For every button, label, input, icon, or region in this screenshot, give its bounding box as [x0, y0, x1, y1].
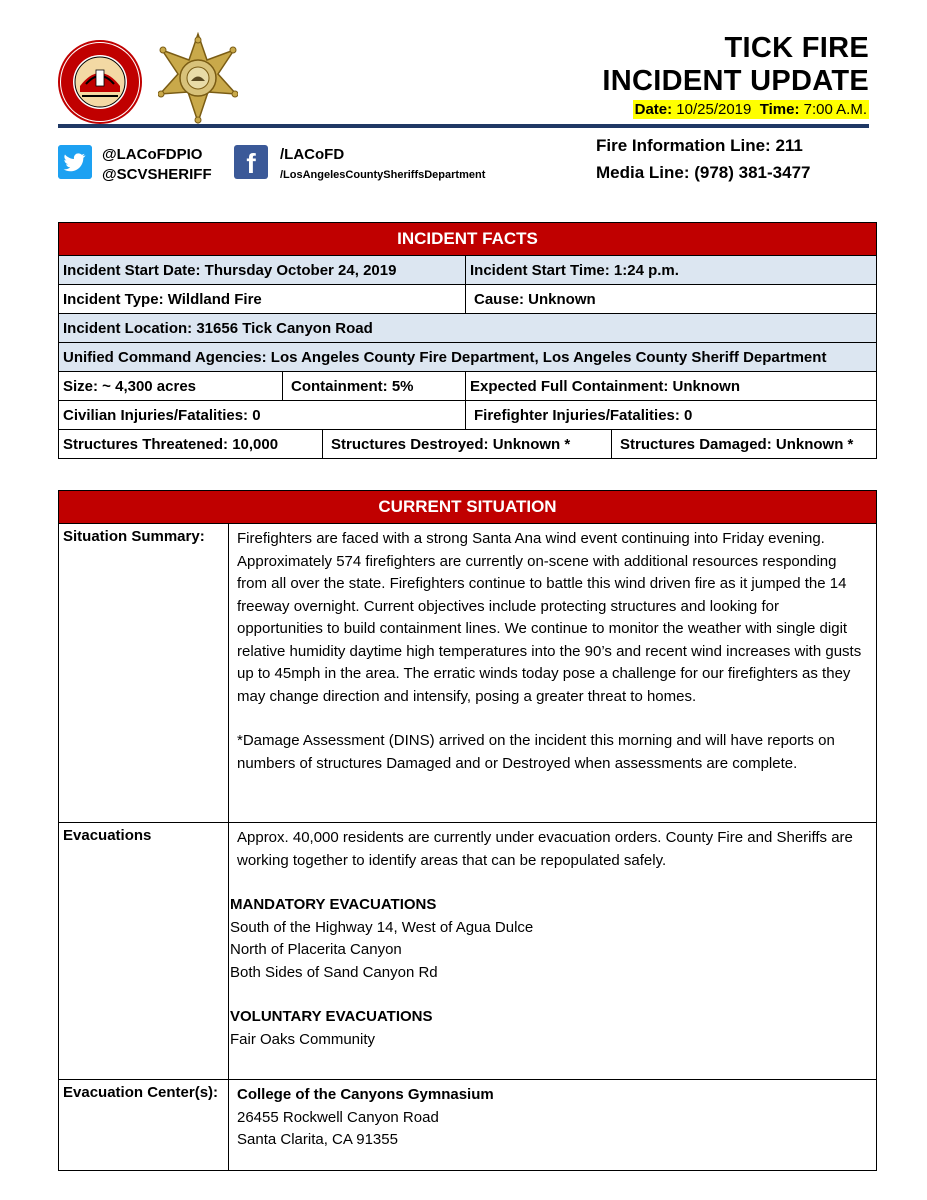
evacuations-cell [229, 823, 877, 1080]
fire-department-seal [58, 40, 142, 124]
incident-start-time: Incident Start Time: 1:24 p.m. [466, 256, 877, 285]
current-situation-header: CURRENT SITUATION [59, 491, 877, 524]
twitter-handles [102, 145, 212, 185]
time-value: 7:00 A.M. [803, 101, 867, 118]
mandatory-evacuations [230, 894, 868, 984]
evacuation-center-address-2: Santa Clarita, CA 91355 [237, 1131, 398, 1148]
mandatory-item: Both Sides of Sand Canyon Rd [230, 963, 438, 981]
voluntary-evacuations-header: VOLUNTARY EVACUATIONS [230, 1008, 433, 1025]
date-time-highlight [633, 100, 869, 119]
incident-start-date: Incident Start Date: Thursday October 24, 2019 [59, 256, 466, 285]
mandatory-item: North of Placerita Canyon [230, 941, 402, 958]
evacuation-center-cell [229, 1080, 877, 1171]
situation-summary-cell [229, 524, 877, 823]
situation-summary-label: Situation Summary: [59, 524, 229, 823]
unified-command-agencies: Unified Command Agencies: Los Angeles County Fire Department, Los Angeles County Sheriff Department [59, 343, 877, 372]
expected-full-containment: Expected Full Containment: Unknown [466, 372, 877, 401]
sheriff-star-badge [158, 32, 238, 124]
fire-information-line: Fire Information Line: 211 [596, 136, 803, 155]
date-label: Date: [634, 101, 673, 118]
facebook-handles [280, 145, 485, 183]
fire-size: Size: ~ 4,300 acres [59, 372, 283, 401]
twitter-handle-fire[interactable]: @LACoFDPIO [102, 146, 203, 163]
facebook-handle-sheriff[interactable]: /LosAngelesCountySheriffsDepartment [280, 169, 486, 181]
contact-lines [596, 132, 810, 186]
mandatory-evacuations-header: MANDATORY EVACUATIONS [230, 896, 437, 913]
incident-facts-table [58, 222, 877, 459]
current-situation-table [58, 490, 877, 1171]
structures-threatened: Structures Threatened: 10,000 [59, 430, 323, 459]
civilian-injuries: Civilian Injuries/Fatalities: 0 [59, 401, 466, 430]
media-line: Media Line: (978) 381-3477 [596, 163, 811, 182]
situation-summary-text: Firefighters are faced with a strong Santa Ana wind event continuing into Friday evening. Approximately 574 firefighters are currently on-scene with additional resources responding from all over the state. Firefighters continue to battle this wind driven fire as it jumped the 14 freeway overnight. Current objectives include protecting structures and looking for opportunities to build containment lines. We continue to monitor the weather with single digit relative humidity daytime high temperatures into the 90’s and recent wind increases with gusts up to 45mph in the area. The erratic winds today pose a challenge for our firefighters as they may change direction and intensify, posing a greater threat to homes. [237, 530, 862, 705]
mandatory-item: South of the Highway 14, West of Agua Dulce [230, 918, 534, 936]
facebook-handle-fire[interactable]: /LACoFD [280, 146, 345, 163]
evacuations-label: Evacuations [59, 823, 229, 1080]
evacuation-center-name: College of the Canyons Gymnasium [237, 1086, 494, 1103]
title-block [602, 32, 869, 119]
structures-damaged: Structures Damaged: Unknown * [612, 430, 877, 459]
voluntary-item: Fair Oaks Community [230, 1030, 376, 1048]
containment: Containment: 5% [283, 372, 466, 401]
evacuations-text: Approx. 40,000 residents are currently under evacuation orders. County Fire and Sheriffs are working together to identify areas that can be repopulated safely. [237, 829, 853, 869]
damage-assessment-note: *Damage Assessment (DINS) arrived on the incident this morning and will have reports on numbers of structures Damaged and or Destroyed when assessments are complete. [237, 732, 835, 772]
time-label: Time: [759, 101, 800, 118]
title-line-2: INCIDENT UPDATE [602, 65, 869, 97]
date-value: 10/25/2019 [676, 101, 752, 118]
incident-location: Incident Location: 31656 Tick Canyon Road [59, 314, 877, 343]
voluntary-evacuations [230, 1006, 868, 1051]
evacuation-center-label: Evacuation Center(s): [59, 1080, 229, 1171]
incident-facts-header: INCIDENT FACTS [59, 223, 877, 256]
title-line-1: TICK FIRE [724, 32, 869, 64]
firefighter-injuries: Firefighter Injuries/Fatalities: 0 [466, 401, 877, 430]
incident-type: Incident Type: Wildland Fire [59, 285, 466, 314]
twitter-icon [58, 145, 92, 179]
structures-destroyed: Structures Destroyed: Unknown * [323, 430, 612, 459]
incident-cause: Cause: Unknown [466, 285, 877, 314]
facebook-icon: f [234, 145, 268, 179]
evacuation-center-address-1: 26455 Rockwell Canyon Road [237, 1108, 439, 1126]
header-divider [58, 124, 869, 128]
twitter-handle-sheriff[interactable]: @SCVSHERIFF [102, 166, 212, 183]
